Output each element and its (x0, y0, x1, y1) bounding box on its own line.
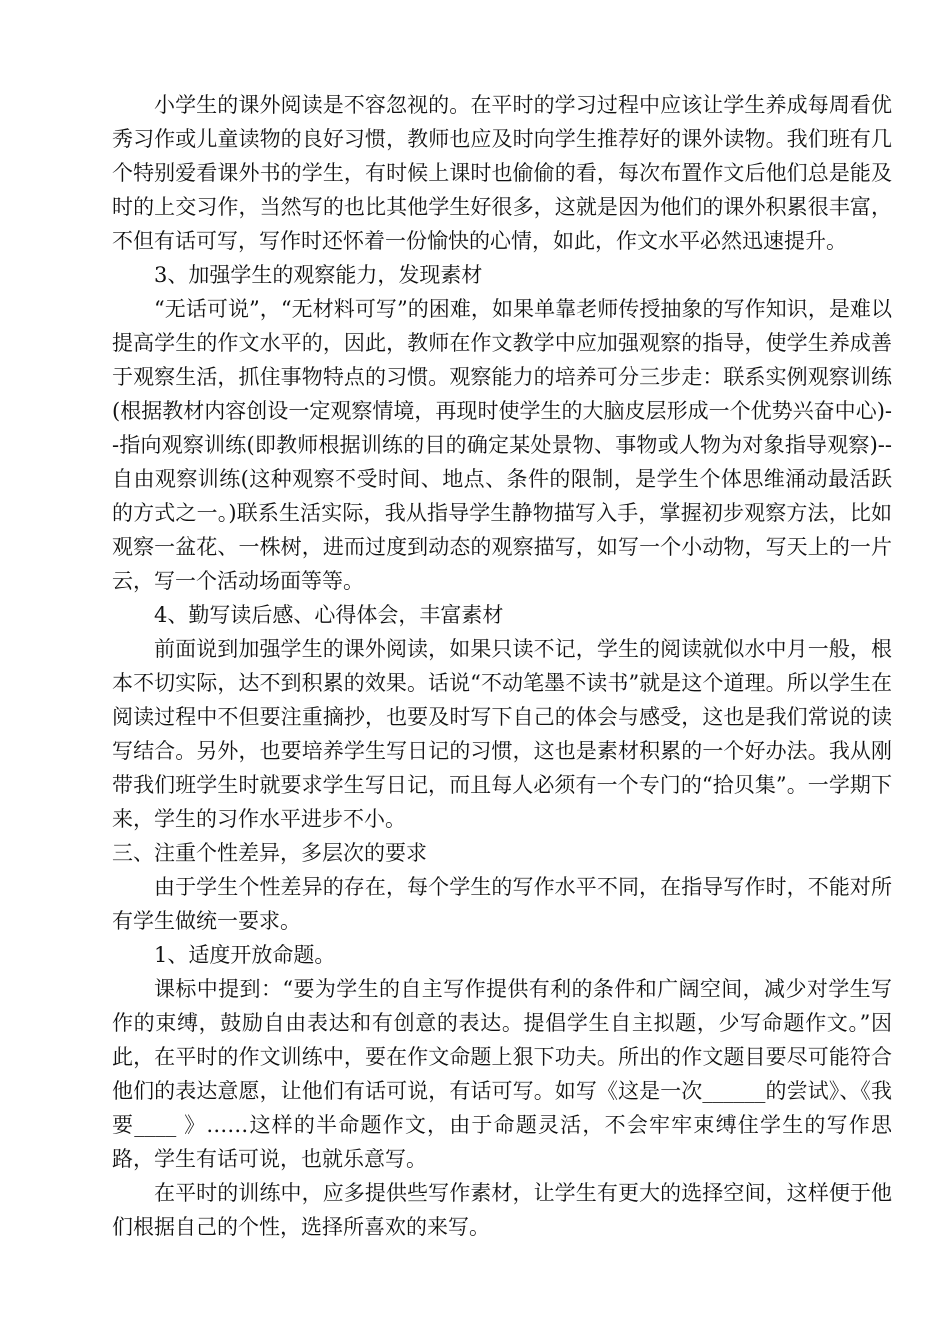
paragraph-reading: 小学生的课外阅读是不容忽视的。在平时的学习过程中应该让学生养成每周看优秀习作或儿童读物的良好习惯，教师也应及时向学生推荐好的课外读物。我们班有几个特别爱看课外书的学生，有时候上课时也偷偷的看，每次布置作文后他们总是能及时的上交习作，当然写的也比其他学生好很多，这就是因为他们的课外积累很丰富，不但有话可写，写作时还怀着一份愉快的心情，如此，作文水平必然迅速提升。 (112, 93, 892, 253)
paragraph-materials: 在平时的训练中，应多提供些写作素材，让学生有更大的选择空间，这样便于他们根据自己的个性，选择所喜欢的来写。 (112, 1181, 892, 1239)
paragraph-individual-differences: 由于学生个性差异的存在，每个学生的写作水平不同，在指导写作时，不能对所有学生做统一要求。 (112, 875, 892, 933)
paragraph-observation: “无话可说”，“无材料可写”的困难，如果单靠老师传授抽象的写作知识，是难以提高学生的作文水平的，因此，教师在作文教学中应加强观察的指导，使学生养成善于观察生活，抓住事物特点的习惯。观察能力的培养可分三步走：联系实例观察训练(根据教材内容创设一定观察情境，再现时使学生的大脑皮层形成一个优势兴奋中心)--指向观察训练(即教师根据训练的目的确定某处景物、事物或人物为对象指导观察)--自由观察训练(这种观察不受时间、地点、条件的限制，是学生个体思维涌动最活跃的方式之一。)联系生活实际，我从指导学生静物描写入手，掌握初步观察方法，比如观察一盆花、一株树，进而过度到动态的观察描写，如写一个小动物，写天上的一片云，写一个活动场面等等。 (112, 297, 892, 593)
paragraph-open-topics: 课标中提到：“要为学生的自主写作提供有利的条件和广阔空间，减少对学生写作的束缚，鼓励自由表达和有创意的表达。提倡学生自主拟题，少写命题作文。”因此，在平时的作文训练中，要在作文命题上狠下功夫。所出的作文题目要尽可能符合他们的表达意愿，让他们有话可说，有话可写。如写《这是一次______的尝试》、《我要____ 》……这样的半命题作文，由于命题灵活，不会牢牢束缚住学生的写作思路，学生有话可说，也就乐意写。 (112, 977, 892, 1171)
heading-reflections: 4、勤写读后感、心得体会，丰富素材 (154, 603, 504, 627)
heading-observation: 3、加强学生的观察能力，发现素材 (154, 263, 483, 287)
heading-open-topics: 1、适度开放命题。 (154, 943, 336, 967)
section-heading-individual-differences: 三、注重个性差异，多层次的要求 (112, 841, 427, 865)
paragraph-reflections: 前面说到加强学生的课外阅读，如果只读不记，学生的阅读就似水中月一般，根本不切实际，达不到积累的效果。话说“不动笔墨不读书”就是这个道理。所以学生在阅读过程中不但要注重摘抄，也要及时写下自己的体会与感受，这也是我们常说的读写结合。另外，也要培养学生写日记的习惯，这也是素材积累的一个好办法。我从刚带我们班学生时就要求学生写日记，而且每人必须有一个专门的“拾贝集”。一学期下来，学生的习作水平进步不小。 (112, 637, 892, 831)
document-body (112, 88, 892, 1244)
